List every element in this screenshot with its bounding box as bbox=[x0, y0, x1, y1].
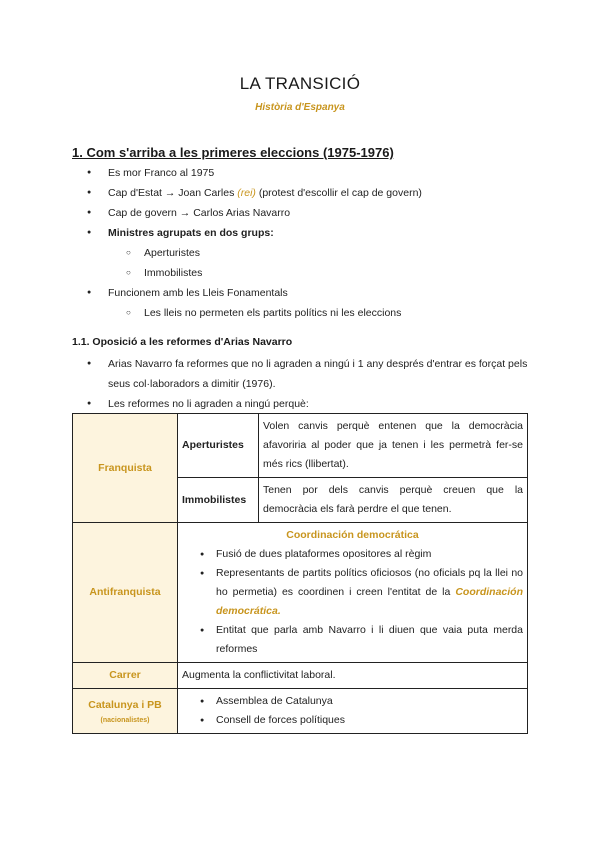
section-1-heading: 1. Com s'arriba a les primeres eleccions (1975-1976) bbox=[72, 145, 394, 160]
list-item: ● Les reformes no li agraden a ningú perquè: bbox=[72, 394, 542, 414]
list-item bbox=[72, 283, 542, 323]
list-item-text: Cap d'Estat → Joan Carles bbox=[108, 187, 238, 199]
list-item-text: Cap de govern → Carlos Arias Navarro bbox=[108, 207, 291, 219]
document-title: LA TRANSICIÓ bbox=[239, 74, 361, 93]
list-item: ● Consell de forces polítiques bbox=[182, 711, 523, 730]
list-item bbox=[72, 203, 542, 223]
catalunya-description bbox=[178, 689, 528, 734]
table-row bbox=[73, 523, 528, 663]
list-item: ● Assemblea de Catalunya bbox=[182, 692, 523, 711]
list-item-text: Ministres agrupats en dos grups: bbox=[108, 227, 274, 239]
list-item bbox=[72, 183, 542, 203]
sub-list-item: ○ Les lleis no permeten els partits polítics ni les eleccions bbox=[108, 303, 542, 323]
list-item-text: Es mor Franco al 1975 bbox=[108, 167, 215, 179]
aperturistes-description: Volen canvis perquè entenen que la democràcia afavoriria al poder que ja tenen i les permetrà fer-se més rics (llibertat). bbox=[259, 414, 528, 478]
sub-list bbox=[108, 243, 542, 283]
coordinacion-emphasis: Coordinación democrática. bbox=[216, 586, 523, 617]
catalunya-sublabel: (nacionalistes) bbox=[100, 716, 150, 724]
category-antifranquista: Antifranquista bbox=[73, 523, 178, 663]
section-1-1-heading: 1.1. Oposició a les reformes d'Arias Navarro bbox=[72, 336, 293, 348]
list-item bbox=[72, 223, 542, 283]
sub-list-item: ○ Immobilistes bbox=[108, 263, 542, 283]
category-catalunya bbox=[73, 689, 178, 734]
subcategory-immobilistes: Immobilistes bbox=[178, 478, 259, 523]
carrer-description: Augmenta la conflictivitat laboral. bbox=[178, 663, 528, 689]
table-row bbox=[73, 689, 528, 734]
list-item-text: Representants de partits polítics oficiosos (no oficials pq la llei no ho permetia) es coordinen i creen l'entitat de la bbox=[216, 567, 523, 598]
immobilistes-description: Tenen por dels canvis perquè creuen que la democràcia els farà perdre el que tenen. bbox=[259, 478, 528, 523]
list-item bbox=[72, 163, 542, 183]
list-item: ● Fusió de dues plataformes opositores al règim bbox=[182, 545, 523, 564]
table-row bbox=[73, 663, 528, 689]
list-item: ● Arias Navarro fa reformes que no li agraden a ningú i 1 any després d'entrar es forçat pels seus col·laboradors a dimitir (1976). bbox=[72, 354, 542, 394]
section-1-1-list bbox=[72, 354, 542, 414]
antifranquista-description bbox=[178, 523, 528, 663]
catalunya-list bbox=[182, 692, 523, 730]
section-1-list bbox=[72, 163, 542, 323]
list-item: ● Entitat que parla amb Navarro i li diuen que vaia puta merda reformes bbox=[182, 621, 523, 659]
catalunya-label: Catalunya i PB bbox=[88, 698, 162, 711]
list-item bbox=[182, 564, 523, 621]
sub-list bbox=[108, 303, 542, 323]
list-item-text: (protest d'escollir el cap de govern) bbox=[255, 187, 422, 199]
coordinacion-list bbox=[182, 545, 523, 659]
rei-note: (rei) bbox=[237, 187, 256, 199]
list-item-text: Funcionem amb les Lleis Fonamentals bbox=[108, 287, 288, 299]
opposition-table bbox=[72, 413, 528, 734]
document-subtitle: Història d'Espanya bbox=[255, 102, 345, 113]
coordinacion-title: Coordinación democrática bbox=[286, 529, 419, 541]
category-franquista: Franquista bbox=[73, 414, 178, 523]
sub-list-item: ○ Aperturistes bbox=[108, 243, 542, 263]
category-carrer: Carrer bbox=[73, 663, 178, 689]
subcategory-aperturistes: Aperturistes bbox=[178, 414, 259, 478]
table-row bbox=[73, 414, 528, 478]
